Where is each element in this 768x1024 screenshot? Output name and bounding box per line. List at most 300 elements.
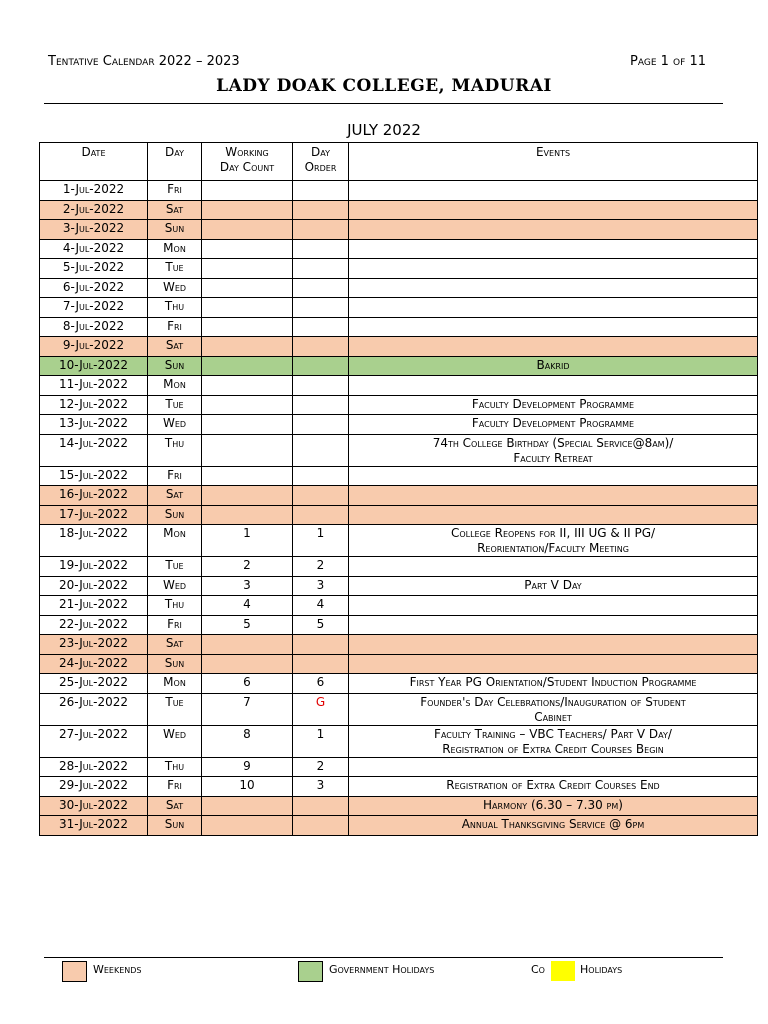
day-order-cell xyxy=(293,415,349,435)
date-cell xyxy=(40,298,148,318)
day-order-cell xyxy=(293,395,349,415)
table-row xyxy=(40,615,758,635)
day-order-cell-text: G xyxy=(315,694,326,709)
day-cell-text: Fri xyxy=(167,778,182,792)
table-row xyxy=(40,674,758,694)
working-day-count-cell xyxy=(202,635,293,655)
college-holiday-legend-label-right: Holidays xyxy=(580,963,623,976)
day-order-cell xyxy=(293,525,349,557)
day-cell xyxy=(148,239,202,259)
day-cell-text: Mon xyxy=(163,675,186,689)
date-cell-text: 8-Jul-2022 xyxy=(62,318,125,333)
date-cell-text: 3-Jul-2022 xyxy=(62,221,125,235)
working-day-count-cell xyxy=(202,466,293,486)
table-row xyxy=(40,376,758,396)
day-order-cell-text: 4 xyxy=(316,597,325,611)
table-row xyxy=(40,415,758,435)
date-cell-text: 28-Jul-2022 xyxy=(59,758,128,773)
date-cell xyxy=(40,259,148,279)
event-cell xyxy=(349,816,758,836)
event-cell xyxy=(349,693,758,725)
day-cell xyxy=(148,220,202,240)
day-cell-text: Fri xyxy=(167,616,182,631)
weekend-legend-label: Weekends xyxy=(93,963,142,976)
day-cell xyxy=(148,356,202,376)
working-day-count-cell-text: 10 xyxy=(239,778,255,792)
event-cell xyxy=(349,596,758,616)
date-cell xyxy=(40,239,148,259)
day-cell xyxy=(148,337,202,357)
event-cell xyxy=(349,466,758,486)
working-day-count-cell xyxy=(202,816,293,836)
table-row xyxy=(40,576,758,596)
day-cell xyxy=(148,816,202,836)
day-order-cell-text: 6 xyxy=(316,675,325,689)
day-cell-text: Thu xyxy=(164,435,185,450)
day-order-cell xyxy=(293,674,349,694)
event-text-line2: Faculty Retreat xyxy=(513,450,593,465)
col-header-working-line2: Day Count xyxy=(219,160,275,174)
date-cell xyxy=(40,486,148,506)
day-cell xyxy=(148,635,202,655)
working-day-count-cell xyxy=(202,576,293,596)
working-day-count-cell xyxy=(202,415,293,435)
day-cell-text: Mon xyxy=(163,240,186,255)
date-cell xyxy=(40,674,148,694)
date-cell-text: 2-Jul-2022 xyxy=(62,201,125,216)
date-cell-text: 25-Jul-2022 xyxy=(59,675,128,689)
day-cell xyxy=(148,615,202,635)
working-day-count-cell xyxy=(202,200,293,220)
col-header-working-day-count xyxy=(202,143,293,181)
day-order-cell xyxy=(293,486,349,506)
event-text: Annual Thanksgiving Service @ 6pm xyxy=(461,817,645,831)
day-order-cell xyxy=(293,505,349,525)
day-cell-text: Sat xyxy=(165,487,184,501)
working-day-count-cell-text: 4 xyxy=(243,597,251,611)
event-cell xyxy=(349,796,758,816)
date-cell xyxy=(40,757,148,777)
day-order-cell-text: 3 xyxy=(316,577,325,592)
day-cell-text: Tue xyxy=(165,260,184,274)
event-text: First Year PG Orientation/Student Induction Programme xyxy=(409,675,697,689)
event-cell xyxy=(349,415,758,435)
working-day-count-cell-text: 8 xyxy=(243,726,251,741)
date-cell xyxy=(40,200,148,220)
col-header-working-line1: Working xyxy=(225,145,269,159)
day-cell xyxy=(148,576,202,596)
date-cell-text: 4-Jul-2022 xyxy=(62,240,125,255)
day-cell xyxy=(148,181,202,201)
event-text-line2: Registration of Extra Credit Courses Begin xyxy=(442,741,664,756)
col-header-date: Date xyxy=(40,143,148,181)
day-cell-text: Tue xyxy=(165,694,184,709)
working-day-count-cell xyxy=(202,505,293,525)
event-cell xyxy=(349,278,758,298)
working-day-count-cell xyxy=(202,259,293,279)
table-row xyxy=(40,777,758,797)
event-text: Part V Day xyxy=(524,577,582,592)
day-cell xyxy=(148,596,202,616)
table-row xyxy=(40,757,758,777)
day-cell xyxy=(148,693,202,725)
table-row xyxy=(40,796,758,816)
date-cell xyxy=(40,693,148,725)
col-header-events: Events xyxy=(349,143,758,181)
day-cell-text: Wed xyxy=(162,726,187,741)
date-cell xyxy=(40,725,148,757)
day-cell xyxy=(148,777,202,797)
college-holiday-swatch xyxy=(551,961,575,981)
event-cell xyxy=(349,486,758,506)
day-order-cell xyxy=(293,376,349,396)
date-cell-text: 10-Jul-2022 xyxy=(59,357,128,372)
working-day-count-cell xyxy=(202,181,293,201)
table-row xyxy=(40,525,758,557)
event-cell xyxy=(349,220,758,240)
day-order-cell xyxy=(293,220,349,240)
day-cell xyxy=(148,395,202,415)
table-row xyxy=(40,200,758,220)
day-order-cell xyxy=(293,434,349,466)
day-order-cell xyxy=(293,278,349,298)
table-row xyxy=(40,220,758,240)
event-cell xyxy=(349,317,758,337)
day-cell-text: Fri xyxy=(167,467,182,482)
table-row xyxy=(40,486,758,506)
day-cell xyxy=(148,434,202,466)
day-order-cell-text: 3 xyxy=(316,778,325,792)
college-title: LADY DOAK COLLEGE, MADURAI xyxy=(216,76,552,96)
event-cell xyxy=(349,356,758,376)
working-day-count-cell-text: 7 xyxy=(243,694,251,709)
event-cell xyxy=(349,674,758,694)
day-cell xyxy=(148,796,202,816)
table-row xyxy=(40,725,758,757)
working-day-count-cell xyxy=(202,615,293,635)
col-header-order-line2: Order xyxy=(304,160,337,174)
day-cell-text: Mon xyxy=(163,377,186,391)
date-cell-text: 12-Jul-2022 xyxy=(59,396,128,411)
document-header-left: Tentative Calendar 2022 – 2023 xyxy=(48,54,240,69)
date-cell xyxy=(40,395,148,415)
table-row xyxy=(40,434,758,466)
date-cell xyxy=(40,278,148,298)
table-header-row xyxy=(40,143,758,181)
event-cell xyxy=(349,654,758,674)
table-row xyxy=(40,337,758,357)
event-text: 74th College Birthday (Special Service@8am)/ xyxy=(432,435,674,450)
day-order-cell xyxy=(293,725,349,757)
day-order-cell xyxy=(293,596,349,616)
date-cell xyxy=(40,434,148,466)
event-text: Founder's Day Celebrations/Inauguration of Student xyxy=(420,694,686,709)
date-cell xyxy=(40,654,148,674)
date-cell xyxy=(40,635,148,655)
day-cell-text: Wed xyxy=(162,416,187,430)
govt-holiday-legend-label: Government Holidays xyxy=(329,963,435,976)
date-cell-text: 27-Jul-2022 xyxy=(59,726,128,741)
date-cell-text: 11-Jul-2022 xyxy=(59,377,128,391)
event-text: Registration of Extra Credit Courses End xyxy=(446,778,660,792)
day-order-cell xyxy=(293,466,349,486)
event-cell xyxy=(349,200,758,220)
working-day-count-cell xyxy=(202,434,293,466)
working-day-count-cell xyxy=(202,239,293,259)
day-cell-text: Fri xyxy=(167,318,182,333)
working-day-count-cell-text: 9 xyxy=(243,758,251,773)
date-cell xyxy=(40,816,148,836)
day-cell-text: Thu xyxy=(164,758,185,773)
working-day-count-cell xyxy=(202,486,293,506)
day-cell xyxy=(148,505,202,525)
day-cell xyxy=(148,415,202,435)
day-order-cell xyxy=(293,576,349,596)
weekend-swatch xyxy=(62,961,87,982)
event-cell xyxy=(349,434,758,466)
table-row xyxy=(40,596,758,616)
date-cell-text: 24-Jul-2022 xyxy=(59,655,128,670)
date-cell-text: 19-Jul-2022 xyxy=(59,558,128,572)
date-cell xyxy=(40,525,148,557)
day-cell xyxy=(148,298,202,318)
date-cell xyxy=(40,317,148,337)
table-row xyxy=(40,693,758,725)
day-cell xyxy=(148,486,202,506)
day-cell-text: Fri xyxy=(167,182,182,196)
day-order-cell xyxy=(293,337,349,357)
working-day-count-cell xyxy=(202,337,293,357)
col-header-order-line1: Day xyxy=(311,145,330,159)
event-cell xyxy=(349,615,758,635)
day-cell-text: Sun xyxy=(164,357,185,372)
day-cell-text: Wed xyxy=(162,279,187,294)
working-day-count-cell-text: 3 xyxy=(243,577,251,592)
calendar-body xyxy=(40,181,758,836)
day-cell xyxy=(148,317,202,337)
day-order-cell xyxy=(293,181,349,201)
date-cell xyxy=(40,337,148,357)
day-order-cell xyxy=(293,557,349,577)
event-cell xyxy=(349,337,758,357)
govt-holiday-swatch xyxy=(298,961,323,982)
event-cell xyxy=(349,725,758,757)
day-order-cell xyxy=(293,615,349,635)
date-cell-text: 13-Jul-2022 xyxy=(59,416,128,430)
event-cell xyxy=(349,777,758,797)
event-cell xyxy=(349,376,758,396)
date-cell-text: 16-Jul-2022 xyxy=(59,487,128,501)
day-cell-text: Sun xyxy=(164,506,185,521)
event-cell xyxy=(349,525,758,557)
day-cell-text: Sun xyxy=(164,221,185,235)
date-cell-text: 30-Jul-2022 xyxy=(59,797,128,812)
working-day-count-cell xyxy=(202,220,293,240)
month-title: JULY 2022 xyxy=(347,121,421,139)
working-day-count-cell xyxy=(202,395,293,415)
day-order-cell xyxy=(293,635,349,655)
working-day-count-cell xyxy=(202,693,293,725)
day-cell-text: Sun xyxy=(164,655,185,670)
date-cell-text: 1-Jul-2022 xyxy=(62,182,125,196)
day-cell-text: Sat xyxy=(165,636,184,650)
date-cell-text: 18-Jul-2022 xyxy=(59,526,128,540)
working-day-count-cell xyxy=(202,725,293,757)
col-header-day-order xyxy=(293,143,349,181)
event-text: College Reopens for II, III UG & II PG/ xyxy=(450,526,656,540)
day-order-cell xyxy=(293,317,349,337)
day-cell-text: Mon xyxy=(163,526,186,540)
table-row xyxy=(40,298,758,318)
date-cell xyxy=(40,505,148,525)
day-order-cell xyxy=(293,654,349,674)
date-cell-text: 15-Jul-2022 xyxy=(59,467,128,482)
date-cell-text: 14-Jul-2022 xyxy=(59,435,128,450)
event-cell xyxy=(349,635,758,655)
event-text: Harmony (6.30 – 7.30 pm) xyxy=(483,797,623,812)
day-order-cell-text: 2 xyxy=(316,758,325,773)
event-cell xyxy=(349,259,758,279)
date-cell xyxy=(40,596,148,616)
date-cell xyxy=(40,615,148,635)
working-day-count-cell xyxy=(202,298,293,318)
day-cell-text: Sat xyxy=(165,338,184,352)
date-cell xyxy=(40,466,148,486)
day-order-cell xyxy=(293,298,349,318)
day-cell-text: Tue xyxy=(165,396,184,411)
event-cell xyxy=(349,239,758,259)
date-cell-text: 26-Jul-2022 xyxy=(59,694,128,709)
working-day-count-cell-text: 1 xyxy=(243,526,251,540)
date-cell xyxy=(40,181,148,201)
table-row xyxy=(40,356,758,376)
table-row xyxy=(40,816,758,836)
col-header-day: Day xyxy=(148,143,202,181)
table-row xyxy=(40,181,758,201)
day-cell-text: Thu xyxy=(164,299,185,313)
table-row xyxy=(40,239,758,259)
date-cell-text: 29-Jul-2022 xyxy=(59,778,128,792)
day-cell xyxy=(148,278,202,298)
working-day-count-cell-text: 2 xyxy=(243,558,251,572)
event-text: Bakrid xyxy=(536,357,570,372)
table-row xyxy=(40,259,758,279)
date-cell xyxy=(40,415,148,435)
event-cell xyxy=(349,757,758,777)
date-cell-text: 9-Jul-2022 xyxy=(62,338,125,352)
table-row xyxy=(40,557,758,577)
day-order-cell xyxy=(293,200,349,220)
working-day-count-cell xyxy=(202,376,293,396)
day-cell-text: Sat xyxy=(165,201,184,216)
day-cell xyxy=(148,525,202,557)
day-cell xyxy=(148,654,202,674)
day-order-cell xyxy=(293,816,349,836)
day-cell-text: Wed xyxy=(162,577,187,592)
day-cell-text: Sun xyxy=(164,817,185,831)
event-text: Faculty Development Programme xyxy=(471,396,635,411)
date-cell xyxy=(40,356,148,376)
working-day-count-cell xyxy=(202,317,293,337)
legend-divider xyxy=(44,957,723,958)
working-day-count-cell-text: 5 xyxy=(243,616,251,631)
working-day-count-cell xyxy=(202,278,293,298)
event-text-line2: Reorientation/Faculty Meeting xyxy=(477,541,629,555)
date-cell xyxy=(40,376,148,396)
working-day-count-cell xyxy=(202,796,293,816)
day-cell xyxy=(148,200,202,220)
date-cell-text: 5-Jul-2022 xyxy=(62,260,125,274)
day-order-cell xyxy=(293,259,349,279)
date-cell-text: 31-Jul-2022 xyxy=(59,817,128,831)
day-order-cell xyxy=(293,356,349,376)
day-cell-text: Sat xyxy=(165,797,184,812)
date-cell xyxy=(40,576,148,596)
day-cell xyxy=(148,725,202,757)
date-cell-text: 6-Jul-2022 xyxy=(62,279,125,294)
event-cell xyxy=(349,395,758,415)
working-day-count-cell xyxy=(202,654,293,674)
day-order-cell-text: 1 xyxy=(316,526,325,540)
date-cell xyxy=(40,557,148,577)
working-day-count-cell xyxy=(202,674,293,694)
date-cell-text: 20-Jul-2022 xyxy=(59,577,128,592)
date-cell-text: 22-Jul-2022 xyxy=(59,616,128,631)
day-order-cell xyxy=(293,796,349,816)
table-row xyxy=(40,395,758,415)
table-row xyxy=(40,505,758,525)
day-order-cell xyxy=(293,693,349,725)
date-cell xyxy=(40,220,148,240)
day-order-cell xyxy=(293,239,349,259)
date-cell-text: 23-Jul-2022 xyxy=(59,636,128,650)
event-cell xyxy=(349,298,758,318)
event-text-line2: Cabinet xyxy=(534,709,572,724)
day-order-cell xyxy=(293,777,349,797)
college-holiday-legend-label-left: Co xyxy=(531,963,545,976)
working-day-count-cell xyxy=(202,525,293,557)
working-day-count-cell xyxy=(202,596,293,616)
date-cell-text: 17-Jul-2022 xyxy=(59,506,128,521)
day-order-cell-text: 1 xyxy=(316,726,325,741)
working-day-count-cell xyxy=(202,557,293,577)
event-text: Faculty Development Programme xyxy=(471,416,635,430)
table-row xyxy=(40,654,758,674)
day-order-cell-text: 2 xyxy=(316,558,325,572)
table-row xyxy=(40,278,758,298)
header-divider xyxy=(44,103,723,104)
event-text: Faculty Training – VBC Teachers/ Part V Day/ xyxy=(434,726,672,741)
table-row xyxy=(40,635,758,655)
day-cell xyxy=(148,557,202,577)
day-cell xyxy=(148,674,202,694)
day-cell-text: Thu xyxy=(164,597,185,611)
event-cell xyxy=(349,576,758,596)
calendar-table xyxy=(39,142,758,836)
date-cell xyxy=(40,777,148,797)
date-cell-text: 7-Jul-2022 xyxy=(62,299,125,313)
day-order-cell xyxy=(293,757,349,777)
page-number: Page 1 of 11 xyxy=(630,54,706,69)
day-cell xyxy=(148,376,202,396)
working-day-count-cell-text: 6 xyxy=(243,675,251,689)
event-cell xyxy=(349,557,758,577)
working-day-count-cell xyxy=(202,777,293,797)
date-cell-text: 21-Jul-2022 xyxy=(59,597,128,611)
event-cell xyxy=(349,505,758,525)
event-cell xyxy=(349,181,758,201)
table-row xyxy=(40,466,758,486)
